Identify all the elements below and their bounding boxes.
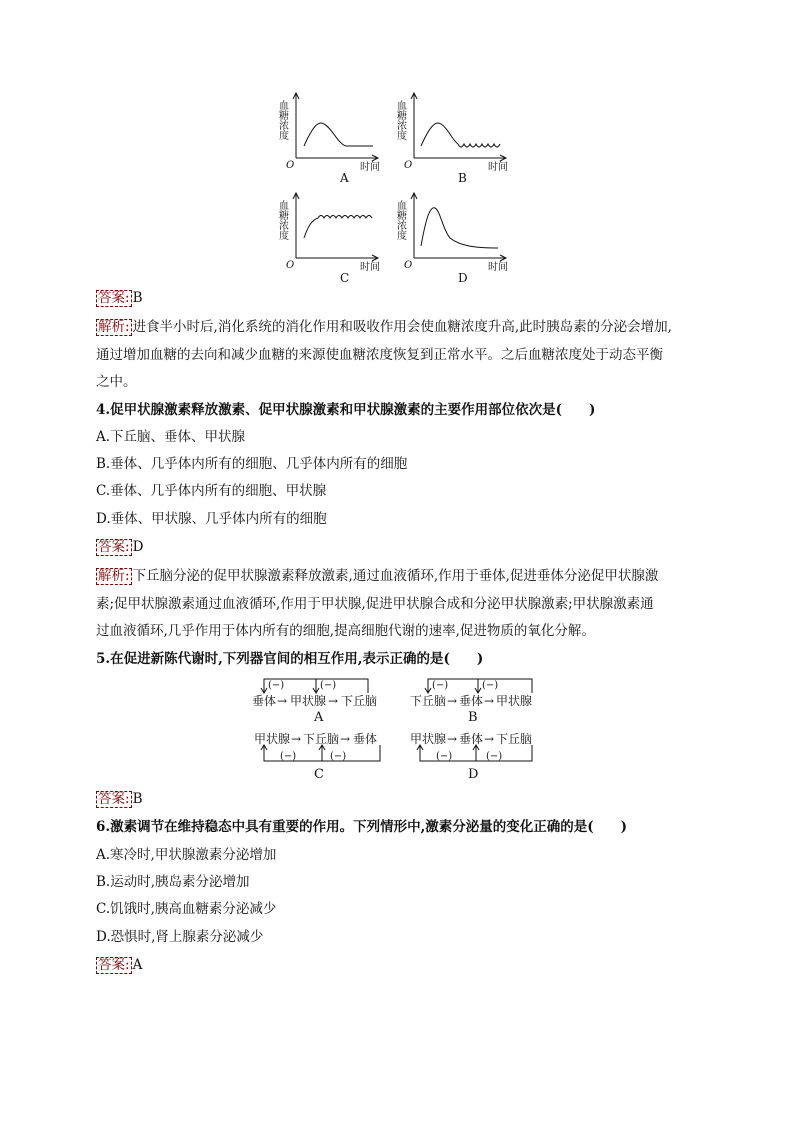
- analysis-text: 进食半小时后,消化系统的消化作用和吸收作用会使血糖浓度升高,此时胰岛素的分泌会增加,: [132, 319, 672, 335]
- graph-b-origin: O: [404, 160, 413, 171]
- analysis-tag: 解析:: [98, 319, 130, 335]
- q5-answer: [96, 790, 142, 808]
- diagram-b-neg-1: (−): [432, 680, 449, 691]
- diagram-d-node-3: 下丘脑: [496, 732, 533, 746]
- answer-value: A: [132, 957, 143, 973]
- answer-tag: 答案:: [98, 290, 130, 306]
- diagram-d-node-1: 甲状腺: [410, 732, 447, 746]
- diagram-b-neg-2: (−): [482, 680, 499, 691]
- q3-analysis-line-3: 之中。: [96, 374, 137, 390]
- graph-d-ylabel: 血糖浓度: [394, 200, 406, 240]
- graph-a-ylabel: 血糖浓度: [276, 100, 288, 140]
- q3-answer: [96, 289, 142, 307]
- graph-c-origin: O: [286, 260, 295, 271]
- answer-value: B: [132, 290, 143, 306]
- q6-stem: 6.激素调节在维持稳态中具有重要的作用。下列情形中,激素分泌量的变化正确的是( ): [96, 819, 628, 835]
- q4-analysis-line-3: 过血液循环,几乎作用于体内所有的细胞,提高细胞代谢的速率,促进物质的氧化分解。: [96, 623, 595, 639]
- diagram-d-label: D: [468, 767, 479, 782]
- q4-analysis-line-2: 素;促甲状腺激素通过血液循环,作用于甲状腺,促进甲状腺合成和分泌甲状腺激素;甲状腺激素通: [96, 596, 654, 612]
- diagram-b-arrow-1: →: [447, 694, 458, 708]
- graph-b-label: B: [458, 171, 467, 185]
- diagram-c-arrow-1: →: [291, 732, 302, 746]
- diagram-c-node-3: 垂体: [353, 732, 378, 746]
- graph-b-xlabel: 时间: [488, 162, 508, 173]
- q4-option-d: D.垂体、甲状腺、几乎体内所有的细胞: [96, 511, 327, 527]
- q4-option-a: A.下丘脑、垂体、甲状腺: [96, 429, 246, 445]
- diagram-b-node-3: 甲状腺: [496, 694, 533, 708]
- q3-analysis-line-2: 通过增加血糖的去向和减少血糖的来源使血糖浓度恢复到正常水平。之后血糖浓度处于动态平衡: [96, 347, 663, 363]
- diagram-b-label: B: [468, 710, 478, 725]
- graph-d: [411, 193, 506, 261]
- diagram-a-label: A: [314, 710, 324, 725]
- q6-option-c: C.饥饿时,胰高血糖素分泌减少: [96, 901, 277, 917]
- q4-answer: [96, 538, 143, 556]
- diagram-c-neg-1: (−): [280, 751, 297, 762]
- diagram-c-neg-2: (−): [330, 751, 347, 762]
- diagram-c-node-1: 甲状腺: [254, 732, 291, 746]
- diagram-b-arrow-2: →: [484, 694, 495, 708]
- diagram-c-label: C: [314, 767, 324, 782]
- diagram-a-arrow-1: →: [277, 694, 288, 708]
- q6-option-d: D.恐惧时,肾上腺素分泌减少: [96, 929, 264, 945]
- diagram-d-feedback: [417, 745, 532, 761]
- graph-a-label: A: [340, 171, 349, 185]
- answer-tag: 答案:: [98, 539, 130, 555]
- diagram-a-neg-2: (−): [320, 680, 337, 691]
- q4-stem: 4.促甲状腺激素释放激素、促甲状腺激素和甲状腺激素的主要作用部位依次是( ): [96, 402, 596, 418]
- q4-option-b: B.垂体、几乎体内所有的细胞、几乎体内所有的细胞: [96, 456, 408, 472]
- graph-b: [411, 93, 506, 161]
- q6-option-a: A.寒冷时,甲状腺激素分泌增加: [96, 847, 277, 863]
- graph-a-xlabel: 时间: [360, 162, 380, 173]
- graph-b-ylabel: 血糖浓度: [394, 100, 406, 140]
- diagram-a-arrow-2: →: [328, 694, 339, 708]
- diagram-c-node-2: 下丘脑: [303, 732, 340, 746]
- graph-c-xlabel: 时间: [360, 262, 380, 273]
- diagram-a-node-3: 下丘脑: [341, 694, 378, 708]
- answer-tag: 答案:: [98, 957, 130, 973]
- graph-a-origin: O: [286, 160, 295, 171]
- q3-figure-grid: [276, 88, 520, 288]
- diagram-a-node-2: 甲状腺: [290, 694, 327, 708]
- diagram-b-node-2: 垂体: [459, 694, 484, 708]
- answer-value: D: [132, 539, 144, 555]
- q6-option-b: B.运动时,胰岛素分泌增加: [96, 874, 250, 890]
- diagram-c-arrow-2: →: [340, 732, 351, 746]
- diagram-d-arrow-1: →: [447, 732, 458, 746]
- graph-d-label: D: [458, 271, 468, 285]
- diagram-d-neg-1: (−): [436, 751, 453, 762]
- analysis-text: 下丘脑分泌的促甲状腺激素释放激素,通过血液循环,作用于垂体,促进垂体分泌促甲状腺激: [132, 568, 659, 584]
- analysis-tag: 解析:: [98, 568, 130, 584]
- diagram-a-neg-1: (−): [268, 680, 285, 691]
- q3-analysis-line-1: [96, 318, 672, 336]
- q6-answer: [96, 956, 142, 974]
- q5-stem: 5.在促进新陈代谢时,下列器官间的相互作用,表示正确的是( ): [96, 651, 484, 667]
- q4-option-c: C.垂体、几乎体内所有的细胞、甲状腺: [96, 483, 327, 499]
- diagram-d-node-2: 垂体: [459, 732, 484, 746]
- graph-d-origin: O: [404, 260, 413, 271]
- graph-c-label: C: [340, 271, 350, 285]
- diagram-d-neg-2: (−): [486, 751, 503, 762]
- graph-c-ylabel: 血糖浓度: [276, 200, 288, 240]
- answer-tag: 答案:: [98, 791, 130, 807]
- q4-analysis-line-1: [96, 567, 658, 585]
- diagram-d-arrow-2: →: [484, 732, 495, 746]
- diagram-c-feedback: [261, 745, 380, 761]
- diagram-a-node-1: 垂体: [252, 694, 277, 708]
- q5-diagram-grid: [250, 675, 550, 787]
- answer-value: B: [132, 791, 143, 807]
- graph-d-xlabel: 时间: [488, 262, 508, 273]
- graph-c: [293, 193, 378, 261]
- graph-a: [293, 93, 378, 161]
- diagram-b-node-1: 下丘脑: [410, 694, 447, 708]
